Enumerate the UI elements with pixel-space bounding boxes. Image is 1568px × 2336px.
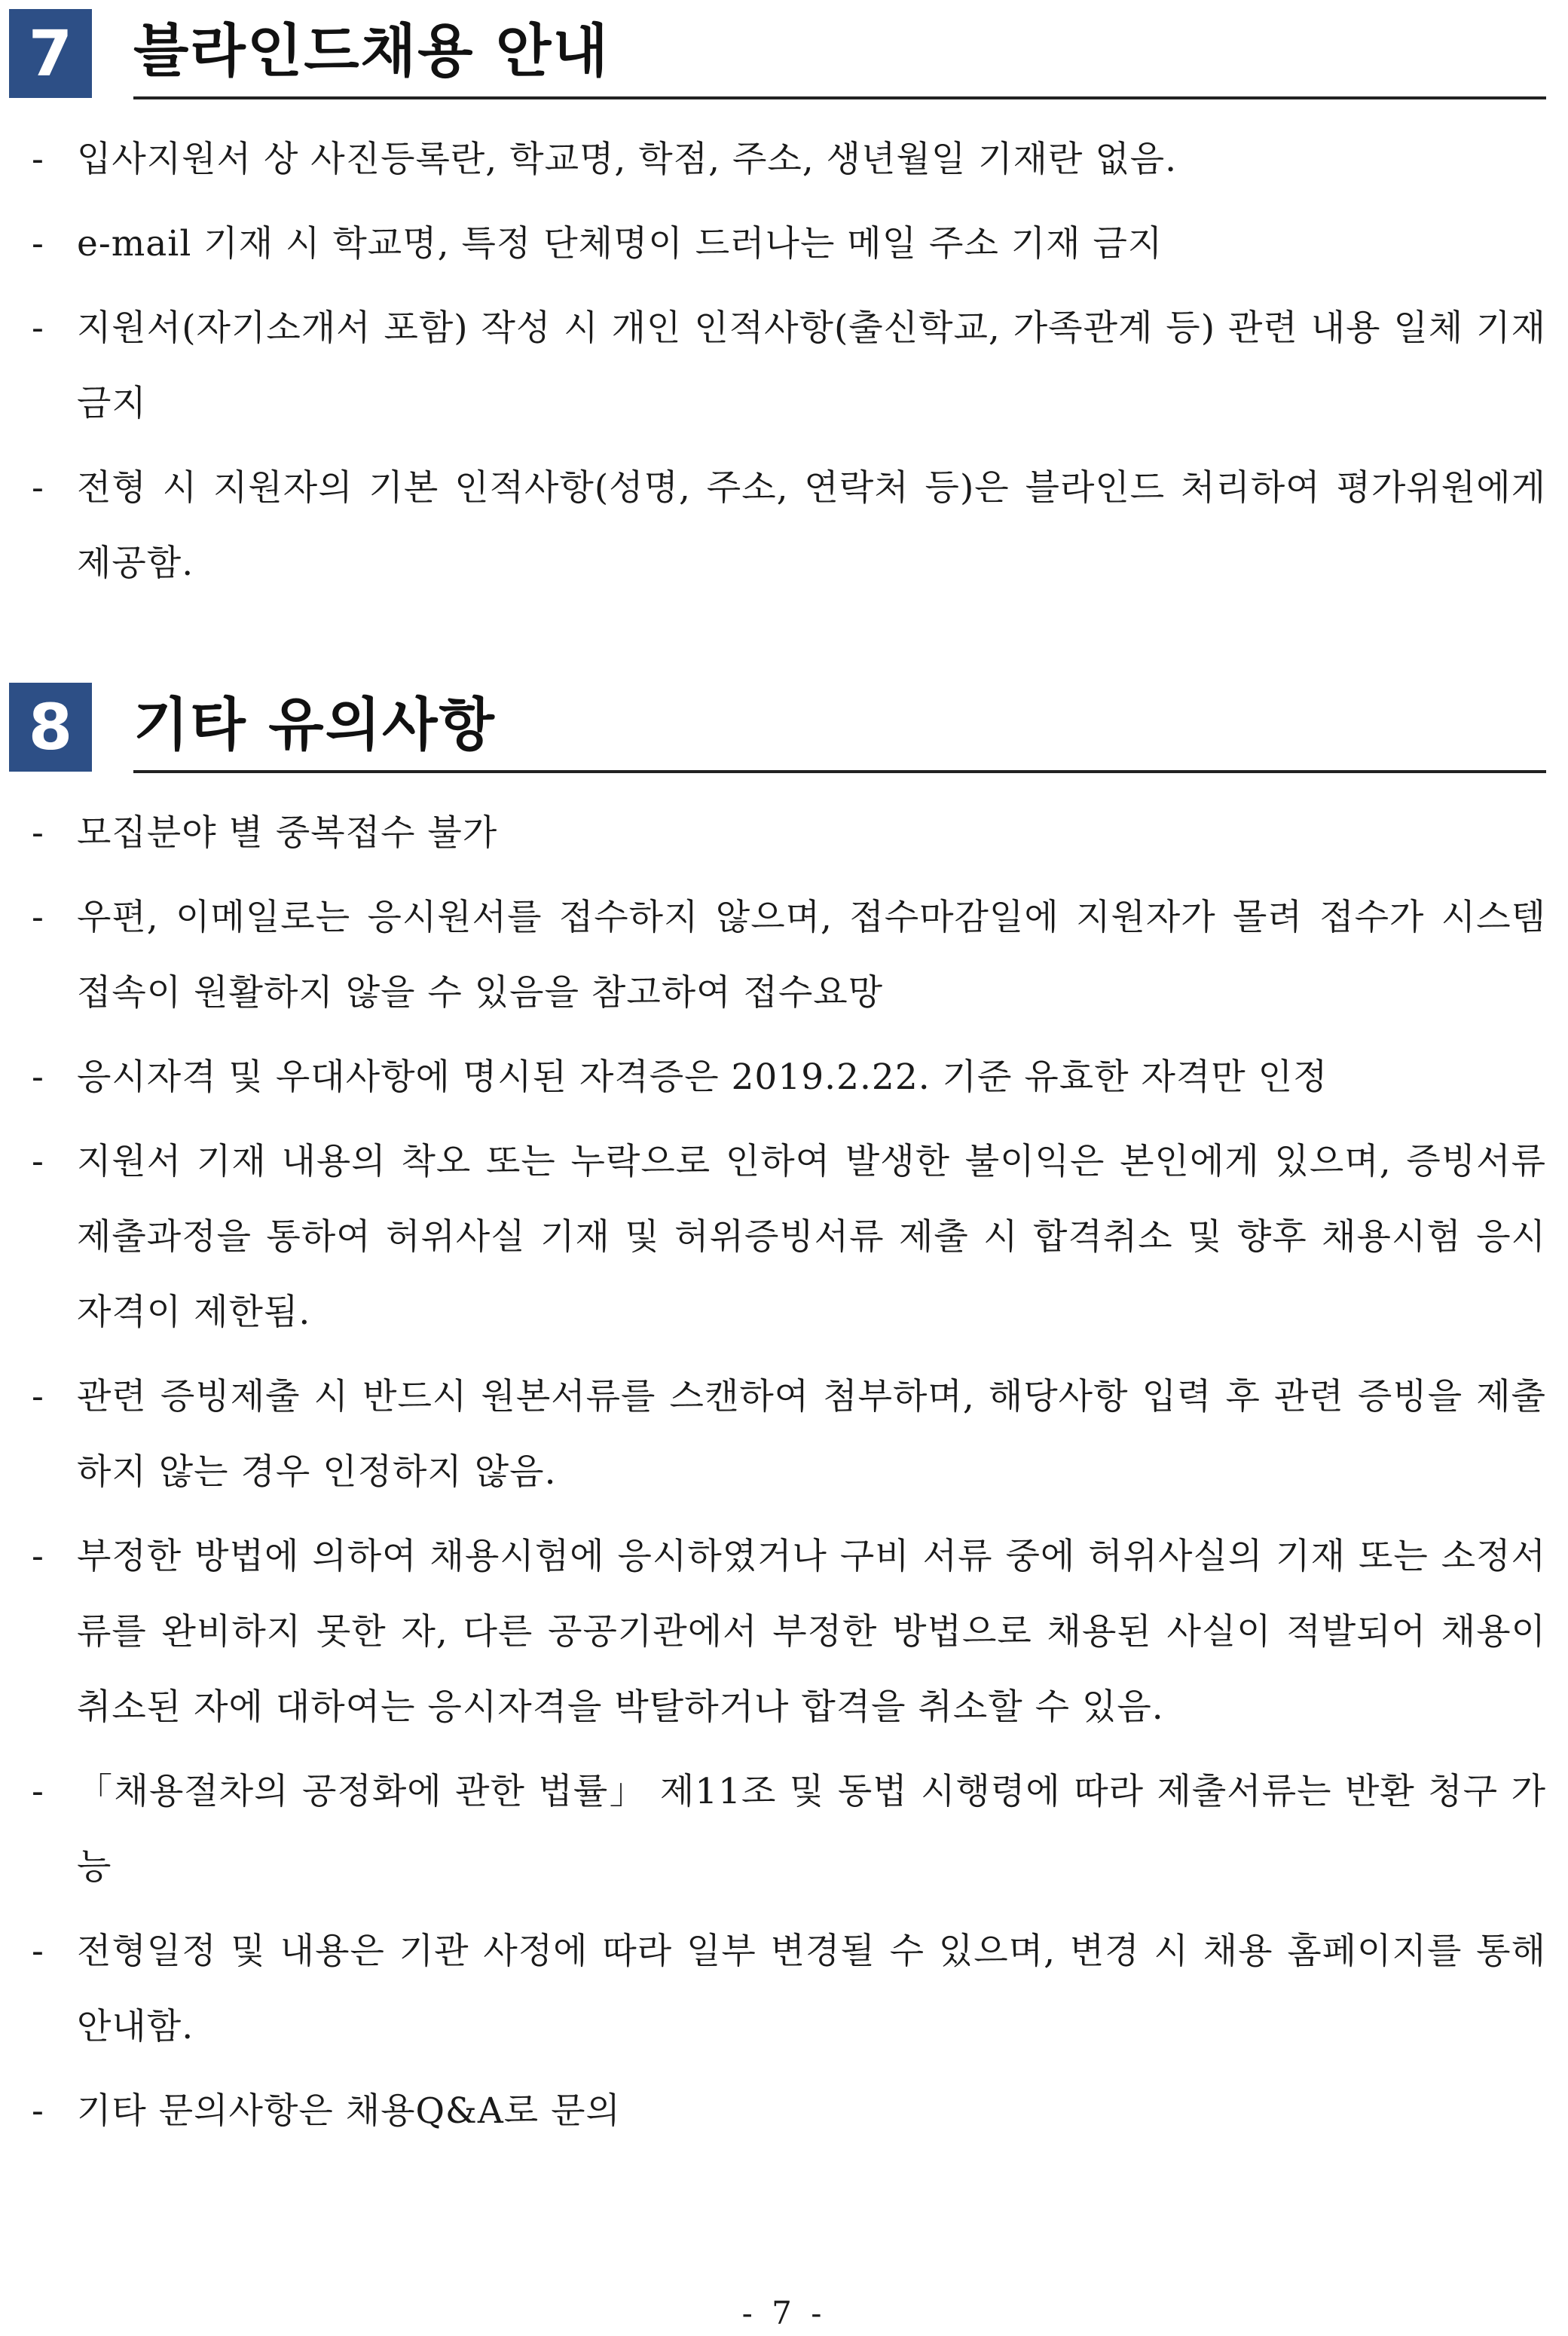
list-item-text: 입사지원서 상 사진등록란, 학교명, 학점, 주소, 생년월일 기재란 없음.: [77, 139, 1178, 180]
list-item-text: 「채용절차의 공정화에 관한 법률」 제11조 및 동법 시행령에 따라 제출서류는 반환 청구 가능: [77, 1771, 1546, 1888]
list-item-text: 전형 시 지원자의 기본 인적사항(성명, 주소, 연락처 등)은 블라인드 처리하여 평가위원에게 제공함.: [77, 467, 1546, 584]
list-item: [9, 2074, 1546, 2149]
list-item: [9, 206, 1546, 282]
section-blind-hiring: [9, 9, 1546, 610]
list-item-text: 기타 문의사항은 채용Q&A로 문의: [77, 2090, 621, 2132]
list-dash: -: [32, 1376, 44, 1417]
list-dash: -: [32, 1141, 44, 1182]
list-dash: -: [32, 897, 44, 938]
list-item: [9, 122, 1546, 197]
list-item-text: 응시자격 및 우대사항에 명시된 자격증은 2019.2.22. 기준 유효한 자격만 인정: [77, 1056, 1328, 1098]
list-item: [9, 1040, 1546, 1115]
list-dash: -: [32, 1771, 44, 1812]
section-item-list: [9, 122, 1546, 601]
list-item: [9, 1914, 1546, 2065]
list-dash: -: [32, 812, 44, 854]
list-item: [9, 291, 1546, 442]
list-item-text: e-mail 기재 시 학교명, 특정 단체명이 드러나는 메일 주소 기재 금지: [77, 223, 1163, 264]
list-item-text: 전형일정 및 내용은 기관 사정에 따라 일부 변경될 수 있으며, 변경 시 채용 홈페이지를 통해 안내함.: [77, 1931, 1546, 2047]
section-title: 기타 유의사항: [133, 691, 496, 758]
list-dash: -: [32, 139, 44, 180]
list-item-text: 지원서(자기소개서 포함) 작성 시 개인 인적사항(출신학교, 가족관계 등) 관련 내용 일체 기재 금지: [77, 307, 1546, 424]
section-item-list: [9, 796, 1546, 2149]
list-dash: -: [32, 307, 44, 349]
list-dash: -: [32, 223, 44, 264]
list-item: [9, 880, 1546, 1031]
page-number: - 7 -: [741, 2295, 827, 2331]
list-dash: -: [32, 1536, 44, 1577]
list-item-text: 관련 증빙제출 시 반드시 원본서류를 스캔하여 첨부하며, 해당사항 입력 후 관련 증빙을 제출하지 않는 경우 인정하지 않음.: [77, 1376, 1546, 1493]
section-title-underline: [133, 770, 1546, 773]
list-item-text: 우편, 이메일로는 응시원서를 접수하지 않으며, 접수마감일에 지원자가 몰려 접수가 시스템 접속이 원활하지 않을 수 있음을 참고하여 접수요망: [77, 897, 1546, 1014]
section-title: 블라인드채용 안내: [133, 17, 610, 84]
list-dash: -: [32, 467, 44, 509]
section-header: [9, 9, 1546, 98]
section-number-badge: 7: [9, 9, 92, 98]
list-item-text: 부정한 방법에 의하여 채용시험에 응시하였거나 구비 서류 중에 허위사실의 기재 또는 소정서류를 완비하지 못한 자, 다른 공공기관에서 부정한 방법으로 채용된 사실이 적발되어 채용이 취소된 자에 대하여는 응시자격을 박탈하거나 합격을 취소할 수 있음.: [77, 1536, 1546, 1728]
section-header: [9, 683, 1546, 772]
list-item-text: 지원서 기재 내용의 착오 또는 누락으로 인하여 발생한 불이익은 본인에게 있으며, 증빙서류 제출과정을 통하여 허위사실 기재 및 허위증빙서류 제출 시 합격취소 및 향후 채용시험 응시자격이 제한됨.: [77, 1141, 1546, 1333]
list-item: [9, 1519, 1546, 1745]
list-dash: -: [32, 1931, 44, 1972]
list-item: [9, 1359, 1546, 1510]
section-other-notes: [9, 683, 1546, 2158]
list-item: [9, 1124, 1546, 1350]
list-item: [9, 451, 1546, 601]
section-number-badge: 8: [9, 683, 92, 772]
list-item: [9, 796, 1546, 871]
list-item: [9, 1754, 1546, 1905]
list-dash: -: [32, 2090, 44, 2132]
section-title-underline: [133, 96, 1546, 99]
list-item-text: 모집분야 별 중복접수 불가: [77, 812, 498, 854]
list-dash: -: [32, 1056, 44, 1098]
